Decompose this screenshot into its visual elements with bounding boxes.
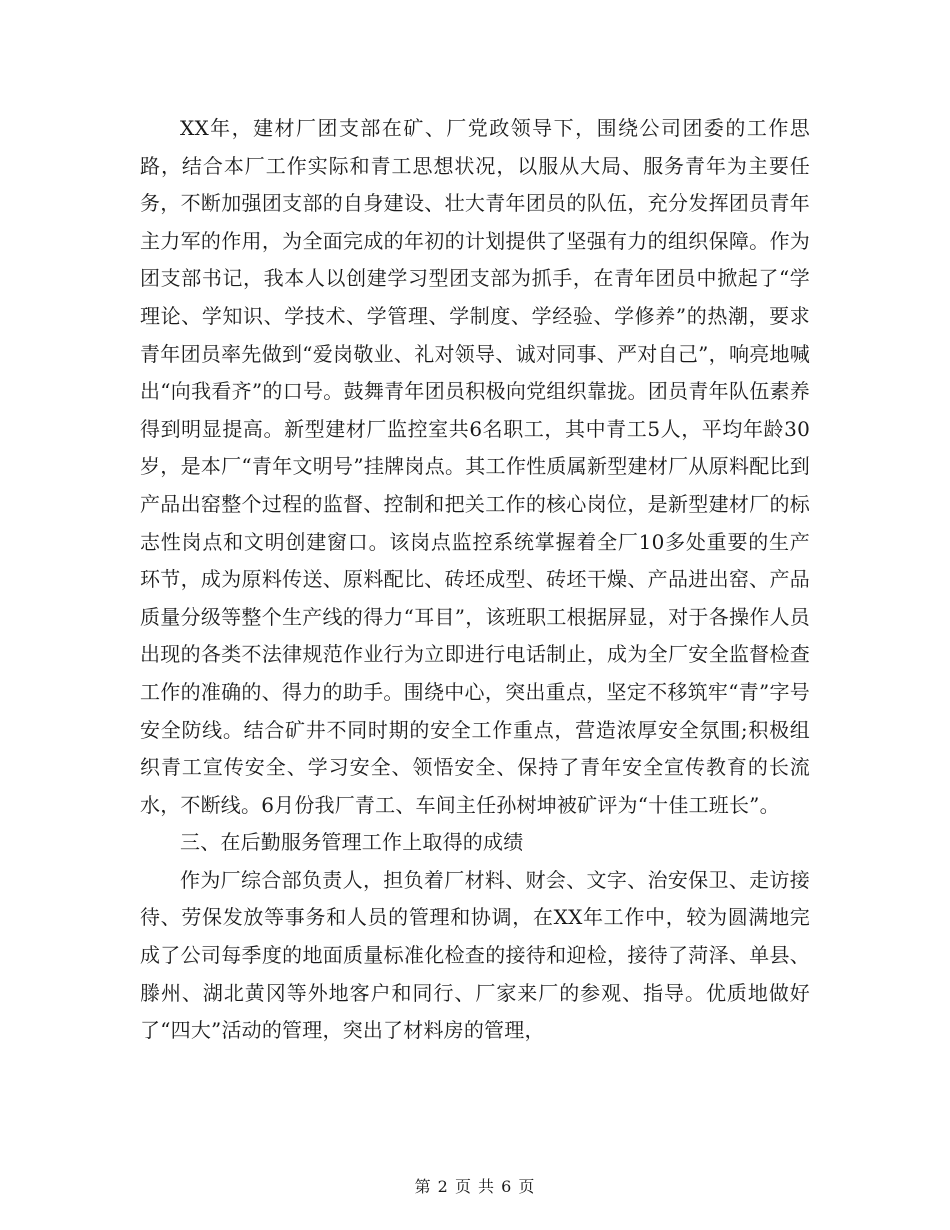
document-body bbox=[140, 110, 810, 1050]
page-number-footer: 第 2 页 共 6 页 bbox=[414, 1177, 536, 1196]
body-paragraph-2: 作为厂综合部负责人，担负着厂材料、财会、文字、治安保卫、走访接待、劳保发放等事务和人员的管理和协调，在XX年工作中，较为圆满地完成了公司每季度的地面质量标准化检查的接待和迎检，接待了菏泽、单县、滕州、湖北黄冈等外地客户和同行、厂家来厂的参观、指导。优质地做好了“四大”活动的管理，突出了材料房的管理， bbox=[140, 867, 810, 1043]
body-paragraph-1: XX年，建材厂团支部在矿、厂党政领导下，围绕公司团委的工作思路，结合本厂工作实际和青工思想状况，以服从大局、服务青年为主要任务，不断加强团支部的自身建设、壮大青年团员的队伍，充分发挥团员青年主力军的作用，为全面完成的年初的计划提供了坚强有力的组织保障。作为团支部书记，我本人以创建学习型团支部为抓手，在青年团员中掀起了“学理论、学知识、学技术、学管理、学制度、学经验、学修养”的热潮，要求青年团员率先做到“爱岗敬业、礼对领导、诚对同事、严对自己”，响亮地喊出“向我看齐”的口号。鼓舞青年团员积极向党组织靠拢。团员青年队伍素养得到明显提高。新型建材厂监控室共6名职工，其中青工5人，平均年龄30岁，是本厂“青年文明号”挂牌岗点。其工作性质属新型建材厂从原料配比到产品出窑整个过程的监督、控制和把关工作的核心岗位，是新型建材厂的标志性岗点和文明创建窗口。该岗点监控系统掌握着全厂10多处重要的生产环节，成为原料传送、原料配比、砖坯成型、砖坯干燥、产品进出窑、产品质量分级等整个生产线的得力“耳目”，该班职工根据屏显，对于各操作人员出现的各类不法律规范作业行为立即进行电话制止，成为全厂安全监督检查工作的准确的、得力的助手。围绕中心，突出重点，坚定不移筑牢“青”字号安全防线。结合矿井不同时期的安全工作重点，营造浓厚安全氛围;积极组织青工宣传安全、学习安全、领悟安全、保持了青年安全宣传教育的长流水，不断线。6月份我厂青工、车间主任孙树坤被矿评为“十佳工班长”。 bbox=[140, 116, 810, 817]
section-heading: 三、在后勤服务管理工作上取得的成绩 bbox=[180, 830, 524, 855]
